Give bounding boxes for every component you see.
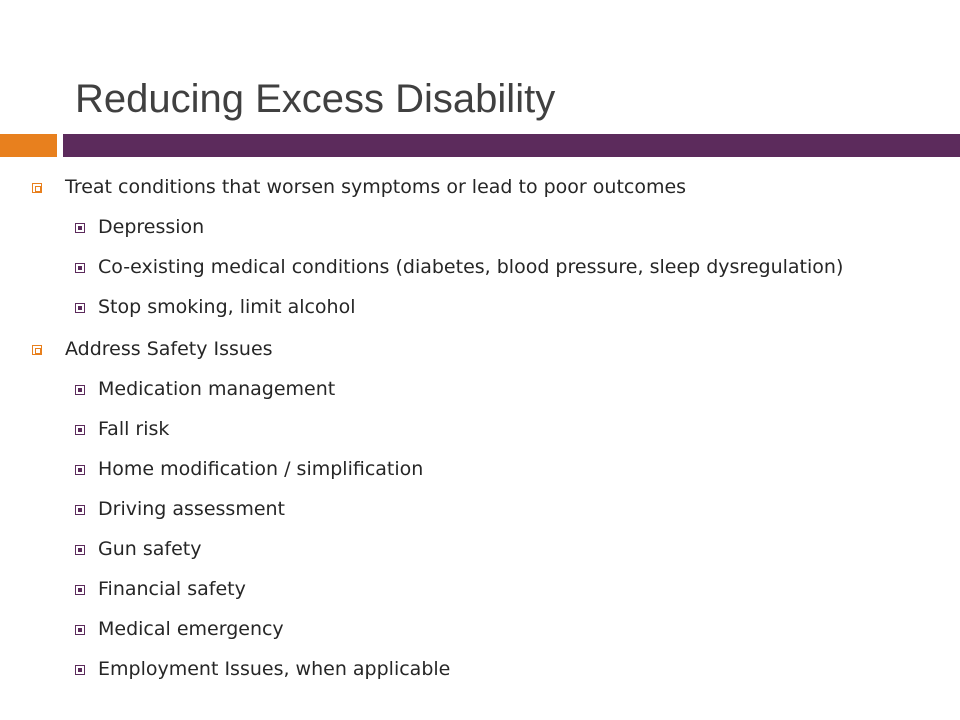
sub-bullet-text: Driving assessment xyxy=(98,498,286,520)
sub-bullet-item xyxy=(30,292,945,322)
sub-bullet-list xyxy=(65,212,945,322)
sub-bullet-text: Depression xyxy=(98,216,205,238)
sub-bullet-text: Gun safety xyxy=(98,538,202,560)
title-accent-orange xyxy=(0,134,57,157)
slide-title: Reducing Excess Disability xyxy=(75,77,556,121)
bullet-item-treat-conditions xyxy=(30,172,945,322)
square-bullet-icon xyxy=(32,345,42,355)
filled-square-bullet-icon xyxy=(75,665,85,675)
filled-square-bullet-icon xyxy=(75,263,85,273)
filled-square-bullet-icon xyxy=(75,625,85,635)
filled-square-bullet-icon xyxy=(75,545,85,555)
bullet-item-safety-issues xyxy=(30,334,945,684)
sub-bullet-item xyxy=(30,414,945,444)
sub-bullet-text: Home modification / simplification xyxy=(98,458,424,480)
title-accent-bar xyxy=(63,134,960,157)
sub-bullet-text: Fall risk xyxy=(98,418,170,440)
sub-bullet-item xyxy=(30,212,945,242)
bullet-text: Treat conditions that worsen symptoms or lead to poor outcomes xyxy=(65,176,687,198)
sub-bullet-item xyxy=(30,454,945,484)
sub-bullet-list xyxy=(65,374,945,684)
sub-bullet-text: Employment Issues, when applicable xyxy=(98,658,451,680)
filled-square-bullet-icon xyxy=(75,465,85,475)
sub-bullet-item xyxy=(30,252,945,282)
bullet-text: Address Safety Issues xyxy=(65,338,273,360)
filled-square-bullet-icon xyxy=(75,505,85,515)
filled-square-bullet-icon xyxy=(75,425,85,435)
sub-bullet-text: Financial safety xyxy=(98,578,246,600)
sub-bullet-item xyxy=(30,574,945,604)
sub-bullet-text: Co-existing medical conditions (diabetes, blood pressure, sleep dysregulation) xyxy=(98,256,844,278)
sub-bullet-item xyxy=(30,614,945,644)
sub-bullet-text: Medical emergency xyxy=(98,618,284,640)
sub-bullet-item xyxy=(30,654,945,684)
filled-square-bullet-icon xyxy=(75,385,85,395)
filled-square-bullet-icon xyxy=(75,585,85,595)
filled-square-bullet-icon xyxy=(75,223,85,233)
square-bullet-icon xyxy=(32,183,42,193)
bullet-list xyxy=(30,172,945,684)
sub-bullet-text: Medication management xyxy=(98,378,336,400)
filled-square-bullet-icon xyxy=(75,303,85,313)
sub-bullet-text: Stop smoking, limit alcohol xyxy=(98,296,356,318)
sub-bullet-item xyxy=(30,374,945,404)
sub-bullet-item xyxy=(30,494,945,524)
sub-bullet-item xyxy=(30,534,945,564)
